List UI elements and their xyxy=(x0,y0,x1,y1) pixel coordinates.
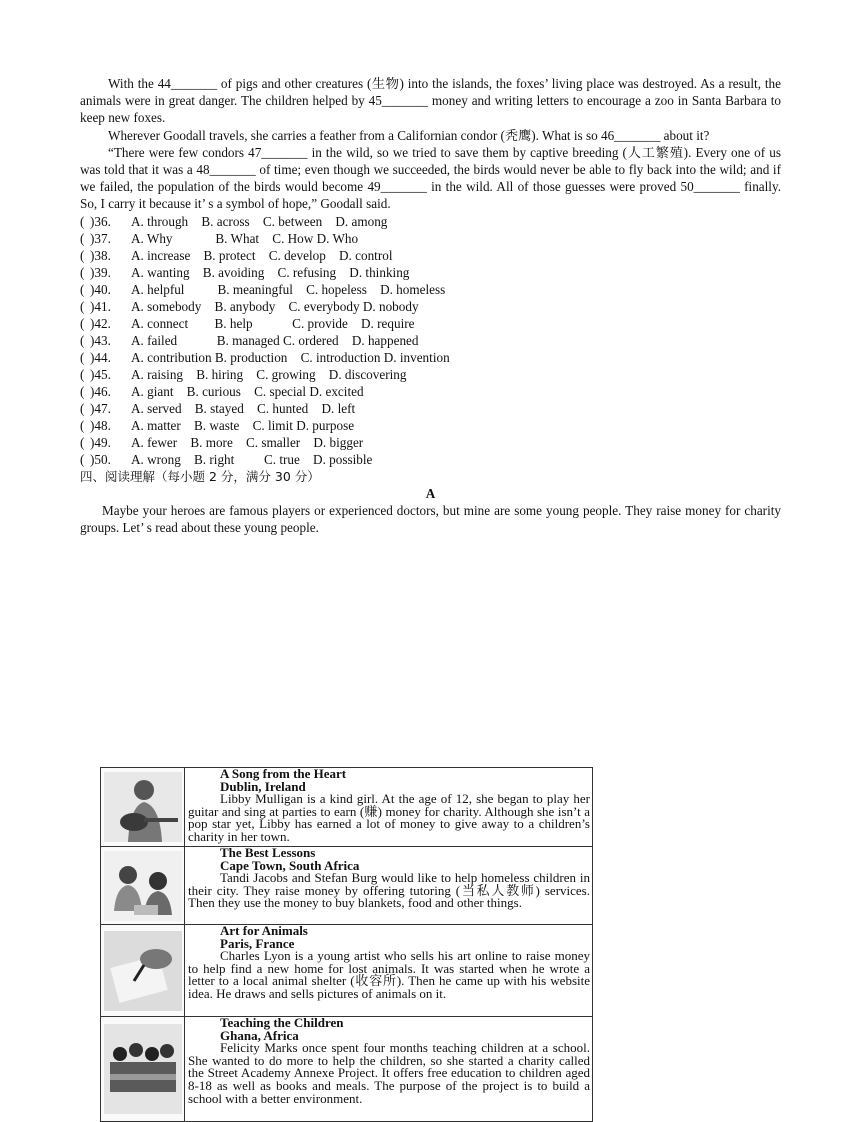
card-text xyxy=(185,847,592,924)
answer-bracket[interactable]: ( xyxy=(80,434,85,450)
answer-bracket[interactable]: ( xyxy=(80,264,85,280)
question-item xyxy=(80,366,781,383)
question-item xyxy=(80,213,781,230)
card-title: A Song from the Heart xyxy=(220,766,347,781)
cloze-paragraph-3: “There were few condors 47_______ in the wild, so we tried to save them by captive breeding (人工繁殖). Every one of us was told that it was a 48_______ of time; even though we succeeded, the birds would never be able to fly back into the wild; and if we failed, the population of the birds would become 49_______ in the wild. All of those guesses were proved 50_______ finally. So, I carry it because it’ s a symbol of hope,” Goodall said. xyxy=(80,144,781,212)
question-options: A. Why B. What C. How D. Who xyxy=(131,230,359,246)
card-location: Dublin, Ireland xyxy=(220,778,306,794)
question-list xyxy=(80,213,781,468)
card-title: Teaching the Children xyxy=(220,1015,344,1030)
question-number: )43. xyxy=(90,332,111,348)
card-text xyxy=(185,768,592,846)
tutoring-kids-photo xyxy=(101,847,185,924)
question-options: A. served B. stayed C. hunted D. left xyxy=(131,400,356,416)
question-number: )39. xyxy=(90,264,111,280)
card-title: The Best Lessons xyxy=(220,845,316,860)
card-body: Tandi Jacobs and Stefan Burg would like to help homeless children in their city. They raise money by offering tutoring (当私人教师) services. Then they use the money to buy blankets, food and other things. xyxy=(188,870,590,911)
question-item xyxy=(80,417,781,434)
question-item xyxy=(80,264,781,281)
question-item xyxy=(80,349,781,366)
charity-card-table xyxy=(100,767,593,1122)
question-options: A. matter B. waste C. limit D. purpose xyxy=(131,417,355,433)
card-row xyxy=(101,1017,592,1122)
question-number: )49. xyxy=(90,434,111,450)
section-heading: 四、阅读理解（每小题 2 分，满分 30 分） xyxy=(80,468,320,484)
card-body: Libby Mulligan is a kind girl. At the age of 12, she began to play her guitar and sing at parties to earn (赚) money for charity. Although she isn’t a pop star yet, Libby has earned a lot of money to give away to a children’s charity in her town. xyxy=(188,791,590,844)
answer-bracket[interactable]: ( xyxy=(80,281,85,297)
question-item xyxy=(80,434,781,451)
card-text xyxy=(185,1017,592,1121)
answer-bracket[interactable]: ( xyxy=(80,315,85,331)
passage-intro: Maybe your heroes are famous players or experienced doctors, but mine are some young people. They raise money for charity groups. Let’ s read about these young people. xyxy=(80,503,781,536)
card-body: Charles Lyon is a young artist who sells his art online to raise money to help find a new home for lost animals. It was started when he wrote a letter to a local animal shelter (收容所). Then he came up with his website idea. He draws and sells pictures of animals on it. xyxy=(188,948,590,1001)
question-item xyxy=(80,400,781,417)
answer-bracket[interactable]: ( xyxy=(80,400,85,416)
cloze-paragraph-1: With the 44_______ of pigs and other creatures (生物) into the islands, the foxes’ living place was destroyed. As a result, the animals were in great danger. The children helped by 45_______ money and writing letters to encourage a zoo in Santa Barbara to keep new foxes. xyxy=(80,76,781,126)
question-options: A. through B. across C. between D. among xyxy=(131,213,388,229)
children-group-photo xyxy=(101,1017,185,1121)
answer-bracket[interactable]: ( xyxy=(80,213,85,229)
question-item xyxy=(80,383,781,400)
answer-bracket[interactable]: ( xyxy=(80,298,85,314)
question-item xyxy=(80,247,781,264)
question-number: )37. xyxy=(90,230,111,246)
question-number: )38. xyxy=(90,247,111,263)
card-row xyxy=(101,925,592,1017)
card-row xyxy=(101,768,592,847)
question-options: A. failed B. managed C. ordered D. happened xyxy=(131,332,419,348)
question-item xyxy=(80,281,781,298)
question-number: )42. xyxy=(90,315,111,331)
question-item xyxy=(80,315,781,332)
card-text xyxy=(185,925,592,1016)
answer-bracket[interactable]: ( xyxy=(80,332,85,348)
question-number: )36. xyxy=(90,213,111,229)
question-number: )41. xyxy=(90,298,111,314)
question-number: )47. xyxy=(90,400,111,416)
card-title: Art for Animals xyxy=(220,923,308,938)
card-location: Cape Town, South Africa xyxy=(220,857,360,873)
question-number: )46. xyxy=(90,383,111,399)
question-options: A. wanting B. avoiding C. refusing D. thinking xyxy=(131,264,410,280)
answer-bracket[interactable]: ( xyxy=(80,417,85,433)
question-item xyxy=(80,298,781,315)
question-number: )48. xyxy=(90,417,111,433)
question-item xyxy=(80,451,781,468)
answer-bracket[interactable]: ( xyxy=(80,383,85,399)
answer-bracket[interactable]: ( xyxy=(80,451,85,467)
answer-bracket[interactable]: ( xyxy=(80,366,85,382)
question-item xyxy=(80,332,781,349)
question-options: A. raising B. hiring C. growing D. discovering xyxy=(131,366,407,382)
question-number: )50. xyxy=(90,451,111,467)
question-number: )44. xyxy=(90,349,111,365)
question-options: A. contribution B. production C. introduction D. invention xyxy=(131,349,450,365)
question-options: A. wrong B. right C. true D. possible xyxy=(131,451,373,467)
exam-page xyxy=(80,75,781,536)
card-body: Felicity Marks once spent four months teaching children at a school. She wanted to do more to help the children, so she started a charity called the Street Academy Annexe Project. It offers free education to children aged 8-18 as well as books and meals. The purpose of the project is to build a school with a better environment. xyxy=(188,1040,590,1106)
card-location: Paris, France xyxy=(220,935,295,951)
question-options: A. helpful B. meaningful C. hopeless D. homeless xyxy=(131,281,446,297)
drawing-hands-photo xyxy=(101,925,185,1016)
question-options: A. increase B. protect C. develop D. control xyxy=(131,247,393,263)
question-options: A. somebody B. anybody C. everybody D. nobody xyxy=(131,298,419,314)
cloze-paragraph-2: Wherever Goodall travels, she carries a feather from a Californian condor (秃鹰). What is so 46_______ about it? xyxy=(108,127,710,143)
passage-label: A xyxy=(425,485,436,501)
question-options: A. connect B. help C. provide D. require xyxy=(131,315,415,331)
card-row xyxy=(101,847,592,925)
question-number: )45. xyxy=(90,366,111,382)
question-item xyxy=(80,230,781,247)
question-options: A. giant B. curious C. special D. excited xyxy=(131,383,364,399)
card-location: Ghana, Africa xyxy=(220,1027,299,1043)
girl-with-guitar-photo xyxy=(101,768,185,846)
answer-bracket[interactable]: ( xyxy=(80,230,85,246)
question-options: A. fewer B. more C. smaller D. bigger xyxy=(131,434,364,450)
answer-bracket[interactable]: ( xyxy=(80,247,85,263)
answer-bracket[interactable]: ( xyxy=(80,349,85,365)
question-number: )40. xyxy=(90,281,111,297)
